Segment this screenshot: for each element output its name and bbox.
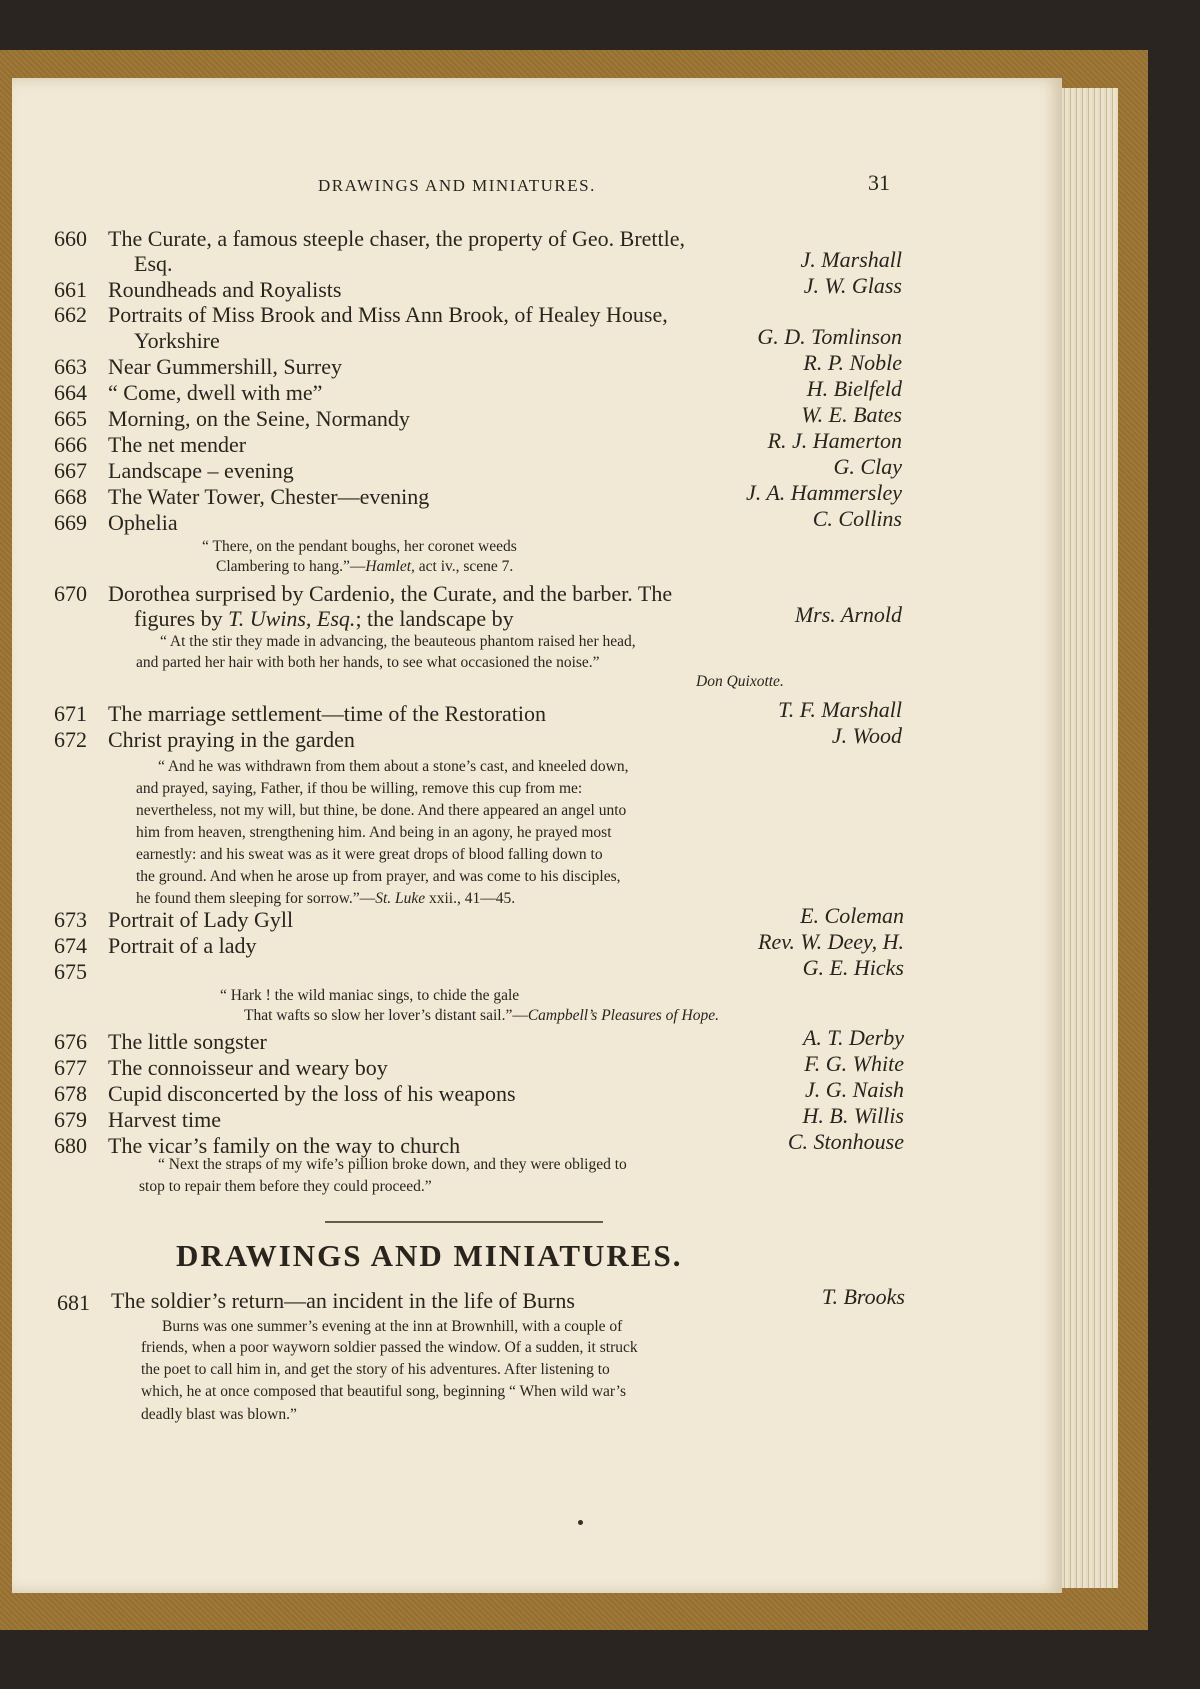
entry-title: The little songster: [108, 1029, 267, 1054]
quote-line: “ And he was withdrawn from them about a stone’s cast, and kneeled down,: [158, 758, 629, 775]
entry-number: 673: [54, 907, 87, 932]
entry-number: 662: [54, 302, 87, 327]
entry-artist: C. Collins: [812, 506, 902, 531]
entry-number: 663: [54, 354, 87, 379]
entry-title: Christ praying in the garden: [108, 727, 355, 752]
entry-artist: J. G. Naish: [805, 1077, 904, 1102]
entry-artist: J. W. Glass: [803, 273, 902, 298]
entry-title: Dorothea surprised by Cardenio, the Curate, and the barber. The: [108, 581, 673, 606]
entry-title: The Curate, a famous steeple chaser, the property of Geo. Brettle,: [108, 226, 686, 251]
entry-title-cont: figures by T. Uwins, Esq.; the landscape by: [134, 606, 514, 631]
quote-line: That wafts so slow her lover’s distant sail.”—Campbell’s Pleasures of Hope.: [244, 1007, 719, 1024]
ink-mark: [578, 1520, 583, 1525]
page-number: 31: [868, 170, 890, 195]
entry-number: 668: [54, 484, 87, 509]
entry-title: Portraits of Miss Brook and Miss Ann Brook, of Healey House,: [108, 302, 668, 327]
entry-title: The marriage settlement—time of the Restoration: [108, 701, 547, 726]
entry-number: 667: [54, 458, 87, 483]
quote-line: earnestly: and his sweat was as it were great drops of blood falling down to: [136, 846, 603, 863]
quote-line: he found them sleeping for sorrow.”—St. Luke xxii., 41—45.: [136, 890, 516, 907]
entry-title: Harvest time: [108, 1107, 222, 1132]
entry-number: 680: [54, 1133, 87, 1158]
description-line: the poet to call him in, and get the story of his adventures. After listening to: [141, 1361, 610, 1378]
entry-artist: J. Marshall: [800, 247, 902, 272]
entry-title: Roundheads and Royalists: [108, 277, 342, 302]
entry-title: The connoisseur and weary boy: [108, 1055, 388, 1080]
entry-number: 665: [54, 406, 87, 431]
entry-artist: W. E. Bates: [801, 402, 902, 427]
entry-number: 677: [54, 1055, 87, 1080]
entry-number: 676: [54, 1029, 87, 1054]
entry-title: Near Gummershill, Surrey: [108, 354, 342, 379]
quote-line: him from heaven, strengthening him. And being in an agony, he prayed most: [136, 824, 612, 841]
entry-artist: H. Bielfeld: [806, 376, 902, 401]
entry-number: 660: [54, 226, 87, 251]
entry-artist: G. D. Tomlinson: [757, 324, 902, 349]
entry-artist: G. E. Hicks: [802, 955, 904, 980]
entry-artist: T. F. Marshall: [778, 697, 902, 722]
description-line: Burns was one summer’s evening at the inn at Brownhill, with a couple of: [162, 1318, 623, 1335]
quote-line: “ Next the straps of my wife’s pillion broke down, and they were obliged to: [158, 1156, 627, 1173]
description-line: deadly blast was blown.”: [141, 1406, 297, 1423]
entry-number: 679: [54, 1107, 87, 1132]
entry-artist: Mrs. Arnold: [794, 602, 902, 627]
entry-artist: H. B. Willis: [802, 1103, 904, 1128]
entry-artist: J. A. Hammersley: [746, 480, 902, 505]
entry-title: Portrait of Lady Gyll: [108, 907, 294, 932]
entry-artist: T. Brooks: [821, 1284, 905, 1309]
quote-line: “ At the stir they made in advancing, the beauteous phantom raised her head,: [160, 633, 636, 650]
entry-artist: C. Stonhouse: [787, 1129, 904, 1154]
entry-number: 671: [54, 701, 87, 726]
entry-title: The Water Tower, Chester—evening: [108, 484, 430, 509]
entry-artist: G. Clay: [833, 454, 902, 479]
entry-number: 666: [54, 432, 87, 457]
entry-title: The net mender: [108, 432, 247, 457]
entry-artist: E. Coleman: [800, 903, 904, 928]
quote-source: Don Quixotte.: [696, 673, 784, 690]
entry-title: The soldier’s return—an incident in the life of Burns: [111, 1288, 575, 1313]
entry-title: “ Come, dwell with me”: [108, 380, 323, 405]
entry-number: 664: [54, 380, 87, 405]
quote-line: the ground. And when he arose up from prayer, and was come to his disciples,: [136, 868, 621, 885]
entry-number: 670: [54, 581, 87, 606]
quote-line: Clambering to hang.”—Hamlet, act iv., scene 7.: [216, 558, 514, 575]
quote-line: stop to repair them before they could proceed.”: [139, 1178, 432, 1195]
entry-number: 669: [54, 510, 87, 535]
entry-artist: J. Wood: [831, 723, 902, 748]
quote-line: “ There, on the pendant boughs, her coronet weeds: [202, 538, 517, 555]
entry-artist: R. P. Noble: [803, 350, 902, 375]
entry-number: 678: [54, 1081, 87, 1106]
entry-title: Cupid disconcerted by the loss of his weapons: [108, 1081, 516, 1106]
section-heading: DRAWINGS AND MINIATURES.: [176, 1238, 683, 1273]
entry-title: Morning, on the Seine, Normandy: [108, 406, 410, 431]
entry-title: The vicar’s family on the way to church: [108, 1133, 461, 1158]
quote-line: and parted her hair with both her hands, to see what occasioned the noise.”: [136, 654, 600, 671]
entry-title: Portrait of a lady: [108, 933, 257, 958]
description-line: which, he at once composed that beautiful song, beginning “ When wild war’s: [141, 1383, 626, 1400]
entry-title: Ophelia: [108, 510, 178, 535]
quote-line: “ Hark ! the wild maniac sings, to chide the gale: [220, 987, 520, 1004]
entry-number: 675: [54, 959, 87, 984]
entry-number: 674: [54, 933, 87, 958]
description-line: friends, when a poor wayworn soldier passed the window. Of a sudden, it struck: [141, 1339, 638, 1356]
entry-number: 681: [57, 1290, 90, 1315]
entry-number: 672: [54, 727, 87, 752]
quote-line: nevertheless, not my will, but thine, be done. And there appeared an angel unto: [136, 802, 627, 819]
entry-artist: A. T. Derby: [802, 1025, 904, 1050]
quote-line: and prayed, saying, Father, if thou be willing, remove this cup from me:: [136, 780, 583, 797]
entry-artist: F. G. White: [804, 1051, 904, 1076]
entry-title-cont: Yorkshire: [134, 328, 220, 353]
entry-artist: R. J. Hamerton: [767, 428, 902, 453]
entry-title: Landscape – evening: [108, 458, 294, 483]
section-divider: [325, 1221, 603, 1223]
page-edges: [1062, 88, 1118, 1588]
entry-title-cont: Esq.: [134, 251, 173, 276]
entry-artist: Rev. W. Deey, H.: [758, 929, 904, 954]
entry-number: 661: [54, 277, 87, 302]
running-head: DRAWINGS AND MINIATURES.: [318, 176, 596, 195]
